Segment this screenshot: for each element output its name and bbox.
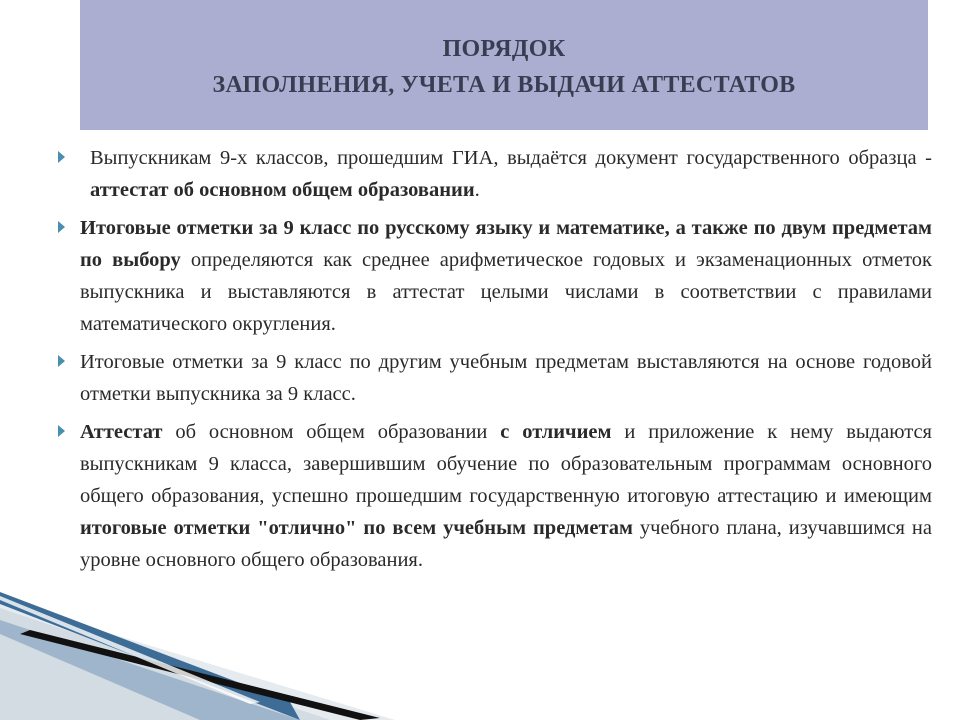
list-item-text: Аттестат об основном общем образовании с отличием и приложение к нему выдаются выпускникам 9 класса, завершившим обучение по образовательным программам основного общего образования, успешно прошедшим государственную итоговую аттестацию и имеющим итоговые отметки "отлично" по всем учебным предметам учебного плана, изучавшимся на уровне основного общего образования. [80, 421, 932, 571]
decorative-swoosh [0, 590, 400, 720]
slide-title-line-2: ЗАПОЛНЕНИЯ, УЧЕТА И ВЫДАЧИ АТТЕСТАТОВ [212, 72, 796, 98]
list-item-text: Итоговые отметки за 9 класс по другим учебным предметам выставляются на основе годовой отметки выпускника за 9 класс. [80, 351, 932, 405]
triangle-right-icon [58, 142, 68, 174]
list-item-text: Итоговые отметки за 9 класс по русскому языку и математике, а также по двум предметам по выбору определяются как среднее арифметическое годовых и экзаменационных отметок выпускника и выставляются в аттестат целыми числами в соответствии с правилами математического округления. [80, 217, 932, 335]
list-item [54, 212, 932, 340]
list-item-text: Выпускникам 9-х классов, прошедшим ГИА, выдаётся документ государственного образца - аттестат об основном общем образовании. [90, 147, 932, 201]
list-item [54, 346, 932, 410]
triangle-right-icon [58, 346, 68, 378]
list-item [54, 142, 932, 206]
title-banner [80, 0, 928, 130]
slide-title-line-1: ПОРЯДОК [442, 36, 566, 62]
bullet-list [54, 142, 932, 582]
triangle-right-icon [58, 212, 68, 244]
list-item [54, 416, 932, 576]
triangle-right-icon [58, 416, 68, 448]
